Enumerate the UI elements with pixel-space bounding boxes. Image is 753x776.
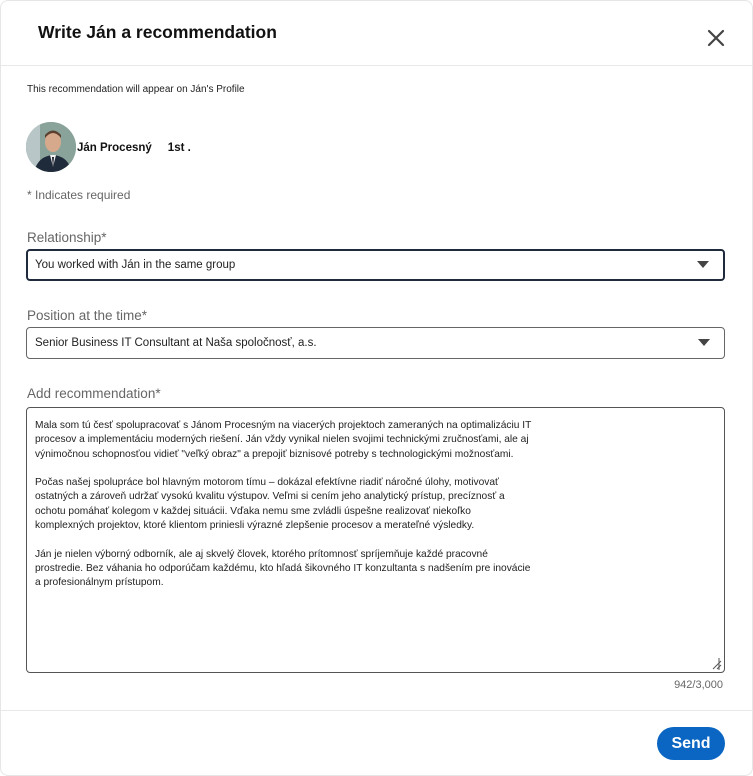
profile-note: This recommendation will appear on Ján's Profile: [27, 84, 245, 95]
required-note: * Indicates required: [27, 188, 131, 202]
recommendation-textarea[interactable]: [26, 407, 725, 673]
position-label: Position at the time*: [27, 308, 148, 323]
character-count: 942/3,000: [674, 679, 723, 691]
caret-down-icon: [698, 339, 710, 346]
recommendation-label: Add recommendation*: [27, 386, 161, 401]
person-name: [77, 142, 191, 154]
recommendation-paragraph: Počas našej spolupráce bol hlavným motorom tímu – dokázal efektívne riadiť náročné úlohy, motivovať ostatných a zároveň udržať vysokú kvalitu výstupov. Veľmi si cením jeho analytický prístup, precíznosť a ochotu pomáhať kolegom v každej situácii. Vďaka nemu sme zvládli úspešne realizovať niekoľko komplexných projektov, ktoré klientom priniesli výrazné zlepšenie procesov a merateľné výsledky.: [35, 477, 505, 532]
connection-degree: 1st .: [167, 142, 191, 154]
close-icon: [703, 25, 729, 51]
person-name-text: Ján Procesný: [77, 142, 152, 154]
dialog-title: Write Ján a recommendation: [38, 22, 277, 42]
recommendation-paragraph: Mala som tú česť spolupracovať s Jánom Procesným na viacerých projektoch zameraných na optimalizáciu IT procesov a implementáciu moderných riešení. Ján vždy vynikal nielen svojimi technickými zručnosťami, ale aj výnimočnou schopnosťou vidieť "veľký obraz" a prepojiť biznisové potreby s technologickými možnosťami.: [35, 420, 532, 460]
relationship-label: Relationship*: [27, 230, 107, 245]
caret-down-icon: [697, 261, 709, 268]
send-button[interactable]: Send: [657, 727, 725, 760]
close-button[interactable]: [703, 25, 729, 51]
dialog-footer: [1, 710, 752, 711]
position-value: Senior Business IT Consultant at Naša spoločnosť, a.s.: [35, 337, 317, 349]
position-select[interactable]: [26, 327, 725, 359]
recommendation-paragraph: Ján je nielen výborný odborník, ale aj skvelý človek, ktorého prítomnosť spríjemňuje každé pracovné prostredie. Bez váhania ho odporúčam každému, kto hľadá šikovného IT konzultanta s nadšením pre inovácie a profesionálnym prístupom.: [35, 548, 531, 589]
relationship-value: You worked with Ján in the same group: [35, 259, 236, 271]
dialog-header: [1, 1, 752, 66]
relationship-select[interactable]: [26, 249, 725, 281]
avatar: [26, 122, 76, 172]
resize-handle-icon[interactable]: [710, 658, 722, 670]
